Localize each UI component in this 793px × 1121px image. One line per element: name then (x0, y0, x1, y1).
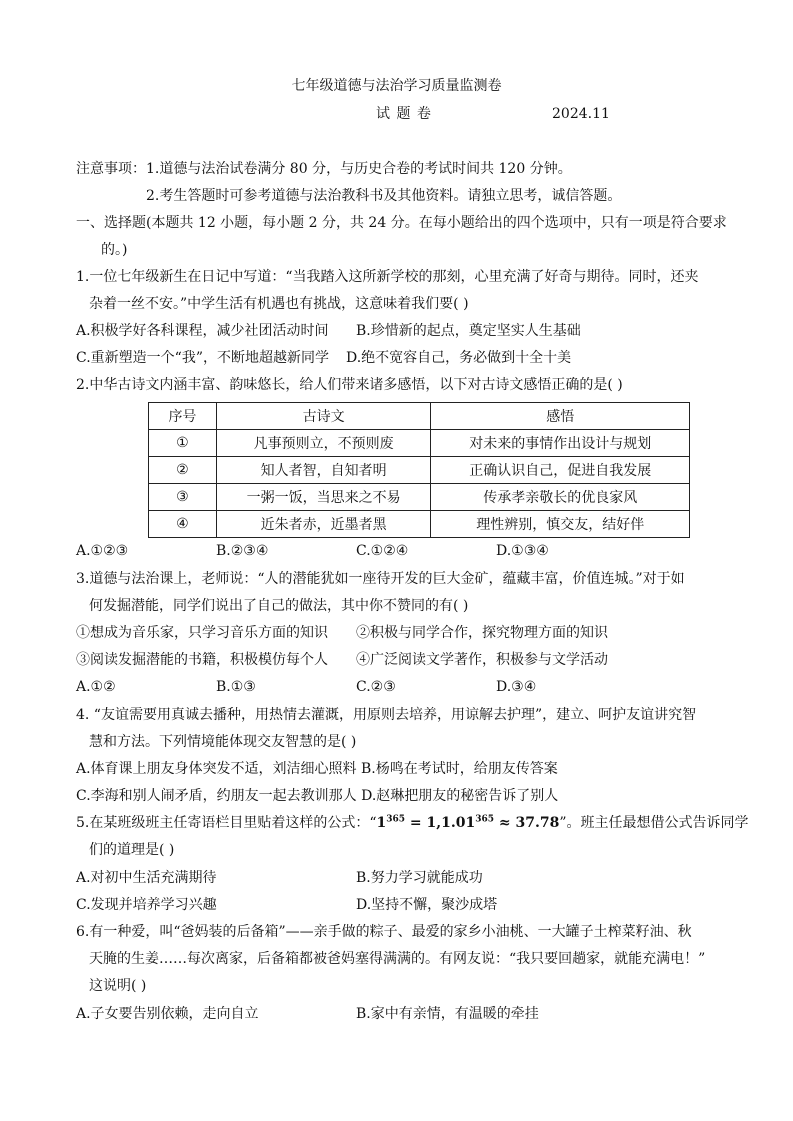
q3-option-a: A.①② (76, 679, 116, 695)
table-header-row (149, 403, 690, 430)
q2-stem: 2.中华古诗文内涵丰富、韵味悠长，给人们带来诸多感悟，以下对古诗文感悟正确的是( ) (76, 377, 623, 393)
q1-option-a: A.积极学好各科课程，减少社团活动时间 (76, 323, 329, 339)
q6-stem-cont-2: 这说明( ) (89, 978, 147, 994)
q1-stem: 1.一位七年级新生在日记中写道：“当我踏入这所新学校的那刻，心里充满了好奇与期待。同时，还夹 (76, 269, 699, 285)
table-row (149, 484, 690, 511)
table-cell: ④ (149, 511, 217, 538)
exam-date: 2024.11 (552, 106, 610, 122)
q4-options-cd: C.李海和别人闹矛盾，约朋友一起去教训那人 D.赵琳把朋友的秘密告诉了别人 (76, 788, 559, 804)
q3-option-c: C.②③ (356, 679, 396, 695)
table-cell: 理性辨别，慎交友，结好伴 (431, 511, 690, 538)
q5-stem (76, 813, 749, 833)
poem-table (148, 402, 690, 538)
q1-option-d: D.绝不宽容自己，务必做到十全十美 (346, 350, 572, 366)
table-cell: 传承孝亲敬长的优良家风 (431, 484, 690, 511)
q4-stem: 4. “友谊需要用真诚去播种，用热情去灌溉，用原则去培养，用谅解去护理”，建立、呵护友谊讲究智 (76, 707, 697, 723)
q2-option-d: D.①③④ (496, 543, 549, 559)
q5-formula-result: ≈ 37.78 (494, 815, 560, 831)
q5-stem-post: ”。班主任最想借公式告诉同学 (559, 815, 749, 831)
page-subtitle: 试 题 卷 (376, 106, 432, 122)
table-row (149, 511, 690, 538)
notes-item-1: 1.道德与法治试卷满分 80 分，与历史合卷的考试时间共 120 分钟。 (146, 161, 572, 177)
q1-option-c: C.重新塑造一个“我”，不断地超越新同学 (76, 350, 329, 366)
q5-formula (377, 815, 560, 831)
q4-stem-cont: 慧和方法。下列情境能体现交友智慧的是( ) (89, 734, 357, 750)
q5-option-b: B.努力学习就能成功 (356, 870, 483, 886)
q5-formula-exp2: 365 (475, 814, 495, 825)
notes-item-2: 2.考生答题时可参考道德与法治教科书及其他资料。请独立思考，诚信答题。 (146, 188, 622, 204)
section-heading-cont: 的。) (101, 242, 128, 258)
q5-stem-cont: 们的道理是( ) (89, 842, 175, 858)
q1-option-b: B.珍惜新的起点，奠定坚实人生基础 (356, 323, 581, 339)
table-header: 感悟 (431, 403, 690, 430)
q1-stem-cont: 杂着一丝不安。”中学生活有机遇也有挑战，这意味着我们要( ) (89, 296, 469, 312)
table-cell: 知人者智，自知者明 (216, 457, 431, 484)
table-cell: 正确认识自己，促进自我发展 (431, 457, 690, 484)
table-row (149, 457, 690, 484)
q6-option-a: A.子女要告别依赖，走向自立 (76, 1006, 259, 1022)
table-cell: ① (149, 430, 217, 457)
notes-label: 注意事项： (76, 161, 146, 177)
q2-option-c: C.①②④ (356, 543, 409, 559)
table-cell: 凡事预则立，不预则废 (216, 430, 431, 457)
q5-formula-mid: = 1,1.01 (405, 815, 476, 831)
q3-statement-2: ②积极与同学合作，探究物理方面的知识 (356, 625, 608, 641)
q5-formula-exp1: 365 (386, 814, 406, 825)
q2-option-b: B.②③④ (216, 543, 269, 559)
q3-stem: 3.道德与法治课上，老师说：“人的潜能犹如一座待开发的巨大金矿，蕴藏丰富，价值连城。”对于如 (76, 571, 685, 587)
q5-option-a: A.对初中生活充满期待 (76, 870, 217, 886)
q4-options-ab: A.体育课上朋友身体突发不适，刘洁细心照料 B.杨鸣在考试时，给朋友传答案 (76, 761, 558, 777)
table-cell: 对未来的事情作出设计与规划 (431, 430, 690, 457)
table-header: 序号 (149, 403, 217, 430)
table-row (149, 430, 690, 457)
q5-option-d: D.坚持不懈，聚沙成塔 (356, 897, 498, 913)
table-cell: ③ (149, 484, 217, 511)
q6-stem-cont: 天腌的生姜……每次离家，后备箱都被爸妈塞得满满的。有网友说：“我只要回趟家，就能充满电！” (89, 951, 706, 967)
q3-statement-3: ③阅读发掘潜能的书籍，积极模仿每个人 (76, 652, 328, 668)
q3-statement-1: ①想成为音乐家，只学习音乐方面的知识 (76, 625, 328, 641)
table-cell: 一粥一饭，当思来之不易 (216, 484, 431, 511)
q5-stem-pre: 5.在某班级班主任寄语栏目里贴着这样的公式：“ (76, 815, 377, 831)
page-title: 七年级道德与法治学习质量监测卷 (291, 78, 502, 94)
table-cell: ② (149, 457, 217, 484)
q3-statement-4: ④广泛阅读文学著作，积极参与文学活动 (356, 652, 608, 668)
q2-option-a: A.①②③ (76, 543, 129, 559)
table-header: 古诗文 (216, 403, 431, 430)
section-heading: 一、选择题(本题共 12 小题，每小题 2 分，共 24 分。在每小题给出的四个选项中，只有一项是符合要求 (76, 215, 727, 231)
table-cell: 近朱者赤，近墨者黑 (216, 511, 431, 538)
q3-stem-cont: 何发掘潜能，同学们说出了自己的做法，其中你不赞同的有( ) (89, 598, 469, 614)
q3-option-b: B.①③ (216, 679, 256, 695)
q3-option-d: D.③④ (496, 679, 537, 695)
q5-option-c: C.发现并培养学习兴趣 (76, 897, 217, 913)
q6-option-b: B.家中有亲情，有温暖的牵挂 (356, 1006, 539, 1022)
q5-formula-base1: 1 (376, 815, 387, 831)
q6-stem: 6.有一种爱，叫“爸妈装的后备箱”——亲手做的粽子、最爱的家乡小油桃、一大罐子土榨菜籽油、秋 (76, 924, 692, 940)
